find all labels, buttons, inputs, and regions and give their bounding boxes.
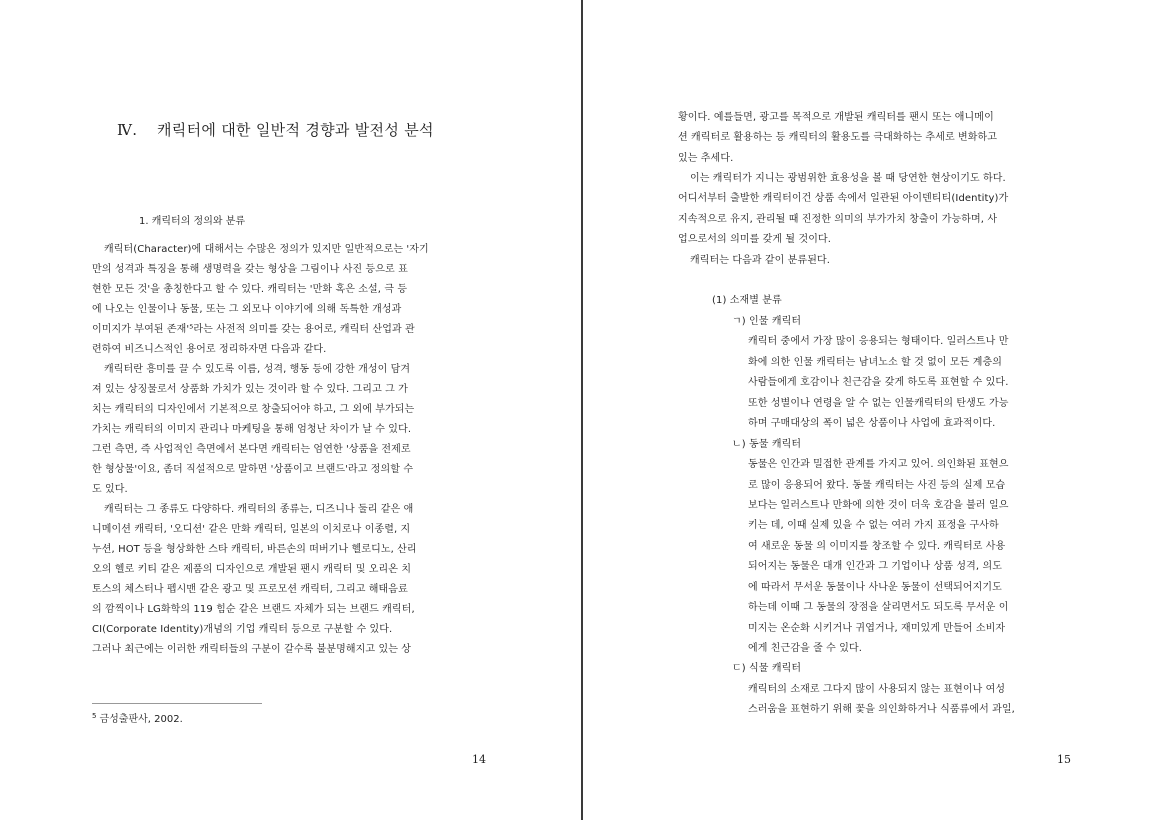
body-line: 캐릭터는 다음과 같이 분류된다. <box>690 255 830 266</box>
body-line: 션 캐릭터로 활용하는 등 캐릭터의 활용도를 극대화하는 추세로 변화하고 <box>678 132 998 143</box>
body-line: 에 따라서 무서운 동물이나 사나운 동물이 선택되어지기도 <box>748 582 1002 593</box>
body-line: 치는 캐릭터의 디자인에서 기본적으로 창출되어야 하고, 그 외에 부가되는 <box>92 404 415 415</box>
chapter-title <box>117 119 434 140</box>
body-line: 누션, HOT 등을 형상화한 스타 캐릭터, 바른손의 떠버기나 헬로디노, 산리 <box>92 544 417 555</box>
body-line: 미지는 온순화 시키거나 귀엽거나, 재미있게 만들어 소비자 <box>748 623 1006 634</box>
body-line: 에 나오는 인물이나 동물, 또는 그 외모나 이야기에 의해 독특한 개성과 <box>92 304 402 315</box>
body-line: 져 있는 상징물로서 상품화 가치가 있는 것이라 할 수 있다. 그리고 그 가 <box>92 384 408 395</box>
body-line: 동물은 인간과 밀접한 관계를 가지고 있어. 의인화된 표현으 <box>748 459 1009 470</box>
body-line: 이미지가 부여된 존재'⁵라는 사전적 의미를 갖는 용어로, 캐릭터 산업과 관 <box>92 324 415 335</box>
body-line: 또한 성별이나 연령을 알 수 없는 인물캐릭터의 탄생도 가능 <box>748 398 1009 409</box>
body-line: 한 형상물'이요, 좀더 직설적으로 말하면 '상품이고 브랜드'라고 정의할 수 <box>92 464 414 475</box>
right-page <box>583 0 1162 820</box>
body-line: 지속적으로 유지, 관리될 때 진정한 의미의 부가가치 창출이 가능하며, 사 <box>678 214 998 225</box>
footnote-mark: 5 <box>92 711 97 720</box>
page-number: 15 <box>1057 753 1071 766</box>
body-line: 현한 모든 것'을 총칭한다고 할 수 있다. 캐릭터는 '만화 혹은 소설, 극 등 <box>92 284 408 295</box>
body-line: 니메이션 캐릭터, '오디션' 같은 만화 캐릭터, 일본의 이치로나 이종렬, 지 <box>92 524 411 535</box>
page-number: 14 <box>472 753 486 766</box>
body-line: 되어지는 동물은 대개 인간과 그 기업이나 상품 성격, 의도 <box>748 561 1002 572</box>
category-heading: ㄱ) 인물 캐릭터 <box>732 316 802 327</box>
subsection-heading: (1) 소재별 분류 <box>712 295 782 306</box>
footnote <box>92 710 183 725</box>
body-line: 도 있다. <box>92 484 128 495</box>
body-line: 어디서부터 출발한 캐릭터이건 상품 속에서 일관된 아이덴티티(Identity)가 <box>678 193 1009 204</box>
body-line: 업으로서의 의미를 갖게 될 것이다. <box>678 234 832 245</box>
body-line: 만의 성격과 특징을 통해 생명력을 갖는 형상을 그림이나 사진 등으로 표 <box>92 264 408 275</box>
footnote-divider <box>92 703 262 704</box>
body-line: 가치는 캐릭터의 이미지 관리나 마케팅을 통해 엄청난 차이가 날 수 있다. <box>92 424 412 435</box>
body-line: 오의 헬로 키티 같은 제품의 디자인으로 개발된 팬시 캐릭터 및 오리온 치 <box>92 564 412 575</box>
body-line: 캐릭터의 소재로 그다지 많이 사용되지 않는 표현이나 여성 <box>748 684 1006 695</box>
chapter-title-text: 캐릭터에 대한 일반적 경향과 발전성 분석 <box>157 121 434 139</box>
body-line: 캐릭터(Character)에 대해서는 수많은 정의가 있지만 일반적으로는 '자기 <box>104 244 429 255</box>
body-line: 보다는 일러스트나 만화에 의한 것이 더욱 호감을 불러 일으 <box>748 500 1009 511</box>
body-line: 스러움을 표현하기 위해 꽃을 의인화하거나 식품류에서 과일, <box>748 704 1015 715</box>
body-line: 여 새로운 동물 의 이미지를 창조할 수 있다. 캐릭터로 사용 <box>748 541 1006 552</box>
section-title: 1. 캐릭터의 정의와 분류 <box>139 216 246 227</box>
chapter-number: Ⅳ. <box>117 121 138 139</box>
body-line: 있는 추세다. <box>678 153 734 164</box>
body-line: 캐릭터는 그 종류도 다양하다. 캐릭터의 종류는, 디즈니나 둘리 같은 애 <box>104 504 414 515</box>
body-line: 로 많이 응용되어 왔다. 동물 캐릭터는 사진 등의 실제 모습 <box>748 480 1006 491</box>
category-heading: ㄴ) 동물 캐릭터 <box>732 439 802 450</box>
footnote-text: 금성출판사, 2002. <box>99 714 183 725</box>
body-line: 그러나 최근에는 이러한 캐릭터들의 구분이 갈수록 불분명해지고 있는 상 <box>92 644 412 655</box>
body-line: 하는데 이때 그 동물의 장점을 살리면서도 되도록 무서운 이 <box>748 602 1009 613</box>
body-line: 에게 친근감을 줄 수 있다. <box>748 643 862 654</box>
body-line: 캐릭터 중에서 가장 많이 응용되는 형태이다. 일러스트나 만 <box>748 336 1009 347</box>
body-line: 하며 구매대상의 폭이 넓은 상품이나 사업에 효과적이다. <box>748 418 996 429</box>
body-line: 그런 측면, 즉 사업적인 측면에서 본다면 캐릭터는 엄연한 '상품을 전제로 <box>92 444 411 455</box>
body-line: 황이다. 예를들면, 광고를 목적으로 개발된 캐릭터를 팬시 또는 애니메이 <box>678 112 994 123</box>
body-line: 키는 데, 이때 실제 있을 수 없는 여러 가지 표정을 구사하 <box>748 520 999 531</box>
body-line: 이는 캐릭터가 지니는 광범위한 효용성을 볼 때 당연한 현상이기도 하다. <box>690 173 1006 184</box>
category-heading: ㄷ) 식물 캐릭터 <box>732 663 802 674</box>
body-line: 의 깜찍이나 LG화학의 119 힘순 같은 브랜드 자체가 되는 브랜드 캐릭터, <box>92 604 415 615</box>
body-line: 캐릭터란 흥미를 끌 수 있도록 이름, 성격, 행동 등에 강한 개성이 담겨 <box>104 364 411 375</box>
body-line: 련하여 비즈니스적인 용어로 정리하자면 다음과 같다. <box>92 344 327 355</box>
body-line: 화에 의한 인물 캐릭터는 남녀노소 할 것 없이 모든 계층의 <box>748 357 1002 368</box>
body-line: 토스의 체스터나 펩시맨 같은 광고 및 프로모션 캐릭터, 그리고 해태음료 <box>92 584 408 595</box>
body-line: 사람들에게 호감이나 친근감을 갖게 하도록 표현할 수 있다. <box>748 377 1009 388</box>
body-line: CI(Corporate Identity)개념의 기업 캐릭터 등으로 구분할 수 있다. <box>92 624 393 635</box>
